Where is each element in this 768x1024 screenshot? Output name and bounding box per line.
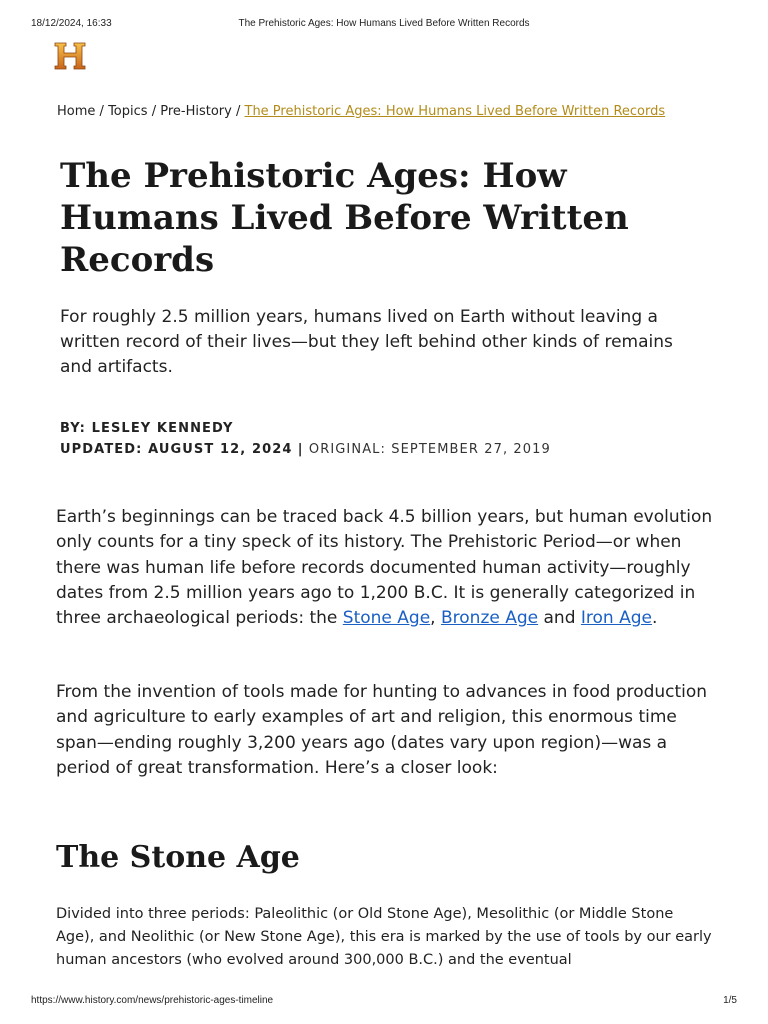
byline-divider: | bbox=[297, 442, 304, 457]
title-line: The Prehistoric Ages: How bbox=[60, 156, 567, 196]
updated-date: UPDATED: AUGUST 12, 2024 bbox=[60, 442, 293, 457]
section-heading: The Stone Age bbox=[56, 840, 300, 875]
stone-age-link[interactable]: Stone Age bbox=[342, 608, 431, 629]
link-separator: , bbox=[430, 608, 436, 629]
breadcrumb-home[interactable]: Home bbox=[57, 104, 96, 119]
body-paragraph bbox=[56, 505, 716, 631]
page-title bbox=[60, 155, 680, 281]
breadcrumb-separator: / bbox=[151, 104, 157, 119]
breadcrumb bbox=[57, 104, 737, 119]
breadcrumb-separator: / bbox=[235, 104, 241, 119]
print-footer bbox=[0, 995, 768, 1009]
print-header bbox=[0, 16, 768, 30]
byline bbox=[60, 418, 700, 460]
article-dek: For roughly 2.5 million years, humans lived on Earth without leaving a written record of their lives—but they left behind other kinds of remains and artifacts. bbox=[60, 307, 673, 377]
breadcrumb-pre-history[interactable]: Pre-History bbox=[160, 104, 232, 119]
page-number: 1/5 bbox=[723, 995, 737, 1006]
section-paragraph: Divided into three periods: Paleolithic (or Old Stone Age), Mesolithic (or Middle Stone Age), and Neolithic (or New Stone Age), this era is marked by the use of tools by our early human ancestors (who evolved around 300,000 B.C.) and the eventual bbox=[56, 906, 712, 968]
author: BY: LESLEY KENNEDY bbox=[60, 421, 234, 436]
title-line: Records bbox=[60, 240, 215, 280]
original-date: ORIGINAL: SEPTEMBER 27, 2019 bbox=[308, 442, 551, 457]
breadcrumb-separator: / bbox=[99, 104, 104, 119]
history-logo[interactable] bbox=[53, 41, 87, 71]
print-doc-title: The Prehistoric Ages: How Humans Lived Before Written Records bbox=[238, 18, 530, 29]
paragraph-end: . bbox=[652, 608, 658, 629]
breadcrumb-topics[interactable]: Topics bbox=[108, 104, 148, 119]
history-h-logo-icon bbox=[53, 41, 87, 71]
paragraph-text: Earth’s beginnings can be traced back 4.5 billion years, but human evolution only counts for a tiny speck of its history. The Prehistoric Period—or when there was human life before records documented human activity—roughly dates from 2.5 million years ago to 1,200 B.C. It is generally categorized in three archaeological periods: the bbox=[56, 507, 713, 629]
print-date: 18/12/2024, 16:33 bbox=[31, 18, 112, 29]
bronze-age-link[interactable]: Bronze Age bbox=[440, 608, 539, 629]
breadcrumb-current[interactable]: The Prehistoric Ages: How Humans Lived Before Written Records bbox=[244, 104, 666, 119]
print-url: https://www.history.com/news/prehistoric-ages-timeline bbox=[31, 995, 274, 1006]
body-paragraph: From the invention of tools made for hunting to advances in food production and agriculture to early examples of art and religion, this enormous time span—ending roughly 3,200 years ago (dates vary upon region)—was a period of great transformation. Here’s a closer look: bbox=[56, 682, 708, 778]
iron-age-link[interactable]: Iron Age bbox=[580, 608, 652, 629]
conjunction: and bbox=[538, 608, 581, 629]
title-line: Humans Lived Before Written bbox=[60, 198, 629, 238]
